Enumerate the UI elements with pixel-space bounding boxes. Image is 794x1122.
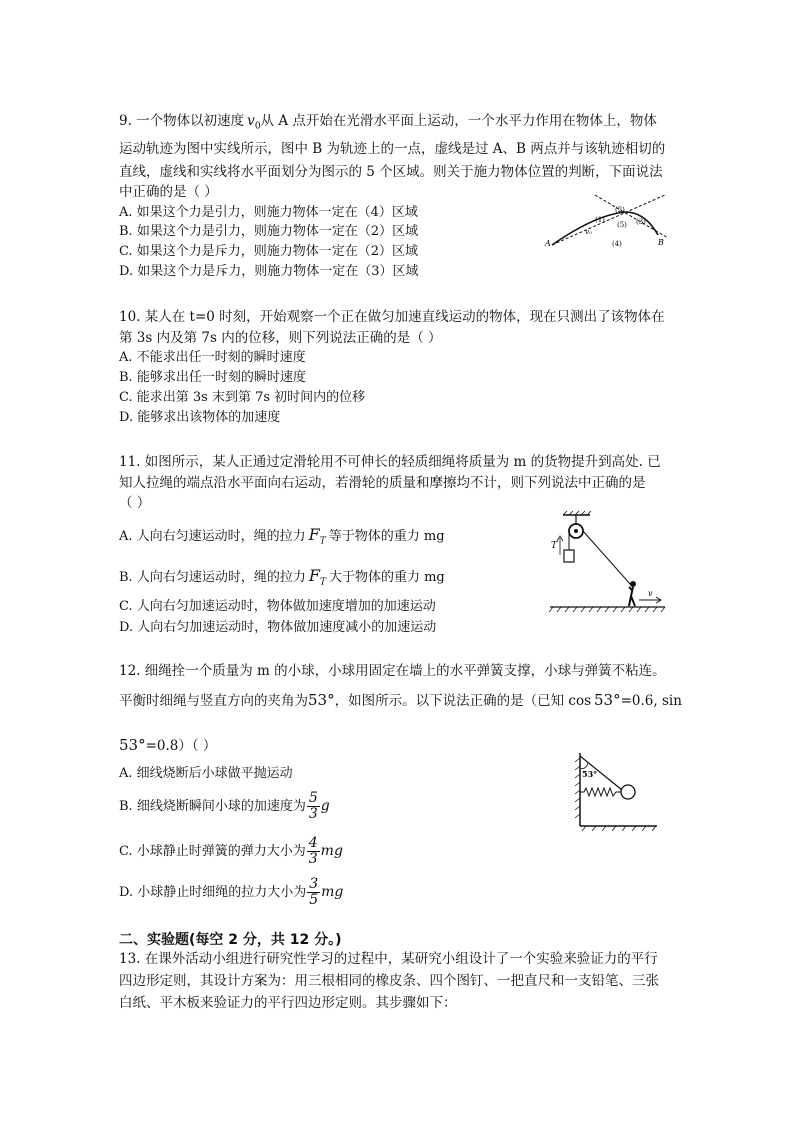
- velocity-label: v: [648, 589, 653, 598]
- spring: [580, 788, 621, 796]
- q9-line-2: 运动轨迹为图中实线所示，图中 B 为轨迹上的一点，虚线是过 A、B 两点并与该轨迹相切的: [119, 141, 666, 157]
- q12-option-a: A. 细线烧断后小球做平抛运动: [119, 766, 293, 781]
- q13-line-3: 白纸、平木板来验证力的平行四边形定则。其步骤如下：: [119, 995, 457, 1011]
- q11-option-d: D. 人向右匀加速运动时，物体做加速度减小的加速运动: [119, 620, 437, 635]
- ground-hatch: [549, 607, 665, 612]
- q9-line-4: 中正确的是（ ）: [119, 184, 218, 200]
- q10-line-2: 第 3s 内及第 7s 内的位移，则下列说法正确的是（ ）: [119, 330, 442, 346]
- q11-pulley-figure: [545, 510, 670, 615]
- point-b-label: B: [658, 238, 664, 247]
- q11-option-a: A. 人向右匀速运动时，绳的拉力 $F_T$ 等于物体的重力 mg: [119, 525, 445, 547]
- q9-line-3: 直线，虚线和实线将水平面划分为图示的 5 个区域。则关于施力物体位置的判断，下面说法: [119, 164, 663, 180]
- q13-line-2: 四边形定则，其设计方案为：用三根相同的橡皮条、四个图钉、一把直尺和一支铅笔、三张: [119, 973, 659, 989]
- region-5-label: (5): [617, 221, 627, 229]
- cargo-box: [564, 550, 574, 562]
- q9-trajectory-figure: [540, 190, 675, 260]
- fraction: $\frac{4}{3}$: [308, 835, 318, 867]
- v0-label: v₀: [585, 228, 592, 236]
- q12-spring-figure: [572, 748, 662, 833]
- q10-option-a: A. 不能求出任一时刻的瞬时速度: [119, 350, 306, 365]
- q9-option-c: C. 如果这个力是斥力，则施力物体一定在（2）区域: [119, 244, 419, 259]
- tension-label: T: [551, 541, 558, 551]
- q11-option-b: B. 人向右匀速运动时，绳的拉力 $F_T$ 大于物体的重力 mg: [119, 566, 445, 588]
- angle-arc: [580, 763, 588, 768]
- q10-line-1: 10. 某人在 t=0 时刻，开始观察一个正在做匀加速直线运动的物体，现在只测出了该物体在: [119, 309, 665, 325]
- q11-line-1: 11. 如图所示，某人正通过定滑轮用不可伸长的轻质细绳将质量为 m 的货物提升到高处. 已: [119, 454, 661, 470]
- point-a-label: A: [545, 239, 551, 248]
- q12-option-c: C. 小球静止时弹簧的弹力大小为 $\frac{4}{3}$ mg: [119, 835, 343, 867]
- q10-option-d: D. 能够求出该物体的加速度: [119, 410, 281, 425]
- pulley-axle: [574, 529, 578, 533]
- region-2-label: (2): [615, 206, 625, 214]
- person-head: [630, 581, 636, 587]
- q10-option-b: B. 能够求出任一时刻的瞬时速度: [119, 370, 306, 385]
- q10-option-c: C. 能求出第 3s 末到第 7s 初时间内的位移: [119, 390, 366, 405]
- angle-label: 53°: [582, 769, 598, 779]
- section-2-heading: 二、实验题(每空 2 分，共 12 分。): [119, 932, 342, 948]
- trajectory-curve: [552, 212, 658, 245]
- q11-line-2: 知人拉绳的端点沿水平面向右运动，若滑轮的质量和摩擦均不计，则下列说法中正确的是: [119, 475, 646, 491]
- q9-option-b: B. 如果这个力是引力，则施力物体一定在（2）区域: [119, 224, 419, 239]
- q11-line-3: （ ）: [119, 495, 151, 511]
- q12-line-2: 平衡时细绳与竖直方向的夹角为53°，如图所示。以下说法正确的是（已知 cos 53°=0.6, sin: [119, 691, 682, 709]
- region-1-label: (1): [595, 216, 605, 224]
- q11-option-c: C. 人向右匀加速运动时，物体做加速度增加的加速运动: [119, 599, 436, 614]
- region-4-label: (4): [612, 240, 622, 248]
- q12-option-d: D. 小球静止时细绳的拉力大小为 $\frac{3}{5}$ mg: [119, 876, 344, 908]
- person-body: [629, 587, 635, 606]
- q12-line-3: 53°=0.8）（ ）: [119, 736, 217, 754]
- ball: [621, 785, 635, 799]
- q13-line-1: 13. 在课外活动小组进行研究性学习的过程中，某研究小组设计了一个实验来验证力的平行: [119, 951, 658, 967]
- q9-option-a: A. 如果这个力是引力，则施力物体一定在（4）区域: [119, 205, 418, 220]
- fraction: $\frac{3}{5}$: [309, 876, 319, 908]
- q12-line-1: 12. 细绳拴一个质量为 m 的小球，小球用固定在墙上的水平弹簧支撑，小球与弹簧不粘连。: [119, 663, 666, 679]
- q12-option-b: B. 细线烧断瞬间小球的加速度为 $\frac{5}{3}$ g: [119, 790, 330, 822]
- q9-option-d: D. 如果这个力是斥力，则施力物体一定在（3）区域: [119, 264, 419, 279]
- region-3-label: (3): [636, 218, 646, 226]
- fraction: $\frac{5}{3}$: [308, 790, 318, 822]
- rope-slanted: [583, 531, 631, 585]
- q9-line-1: 9. 一个物体以初速度 $v_0$从 A 点开始在光滑水平面上运动，一个水平力作用在物体上，物体: [119, 113, 657, 132]
